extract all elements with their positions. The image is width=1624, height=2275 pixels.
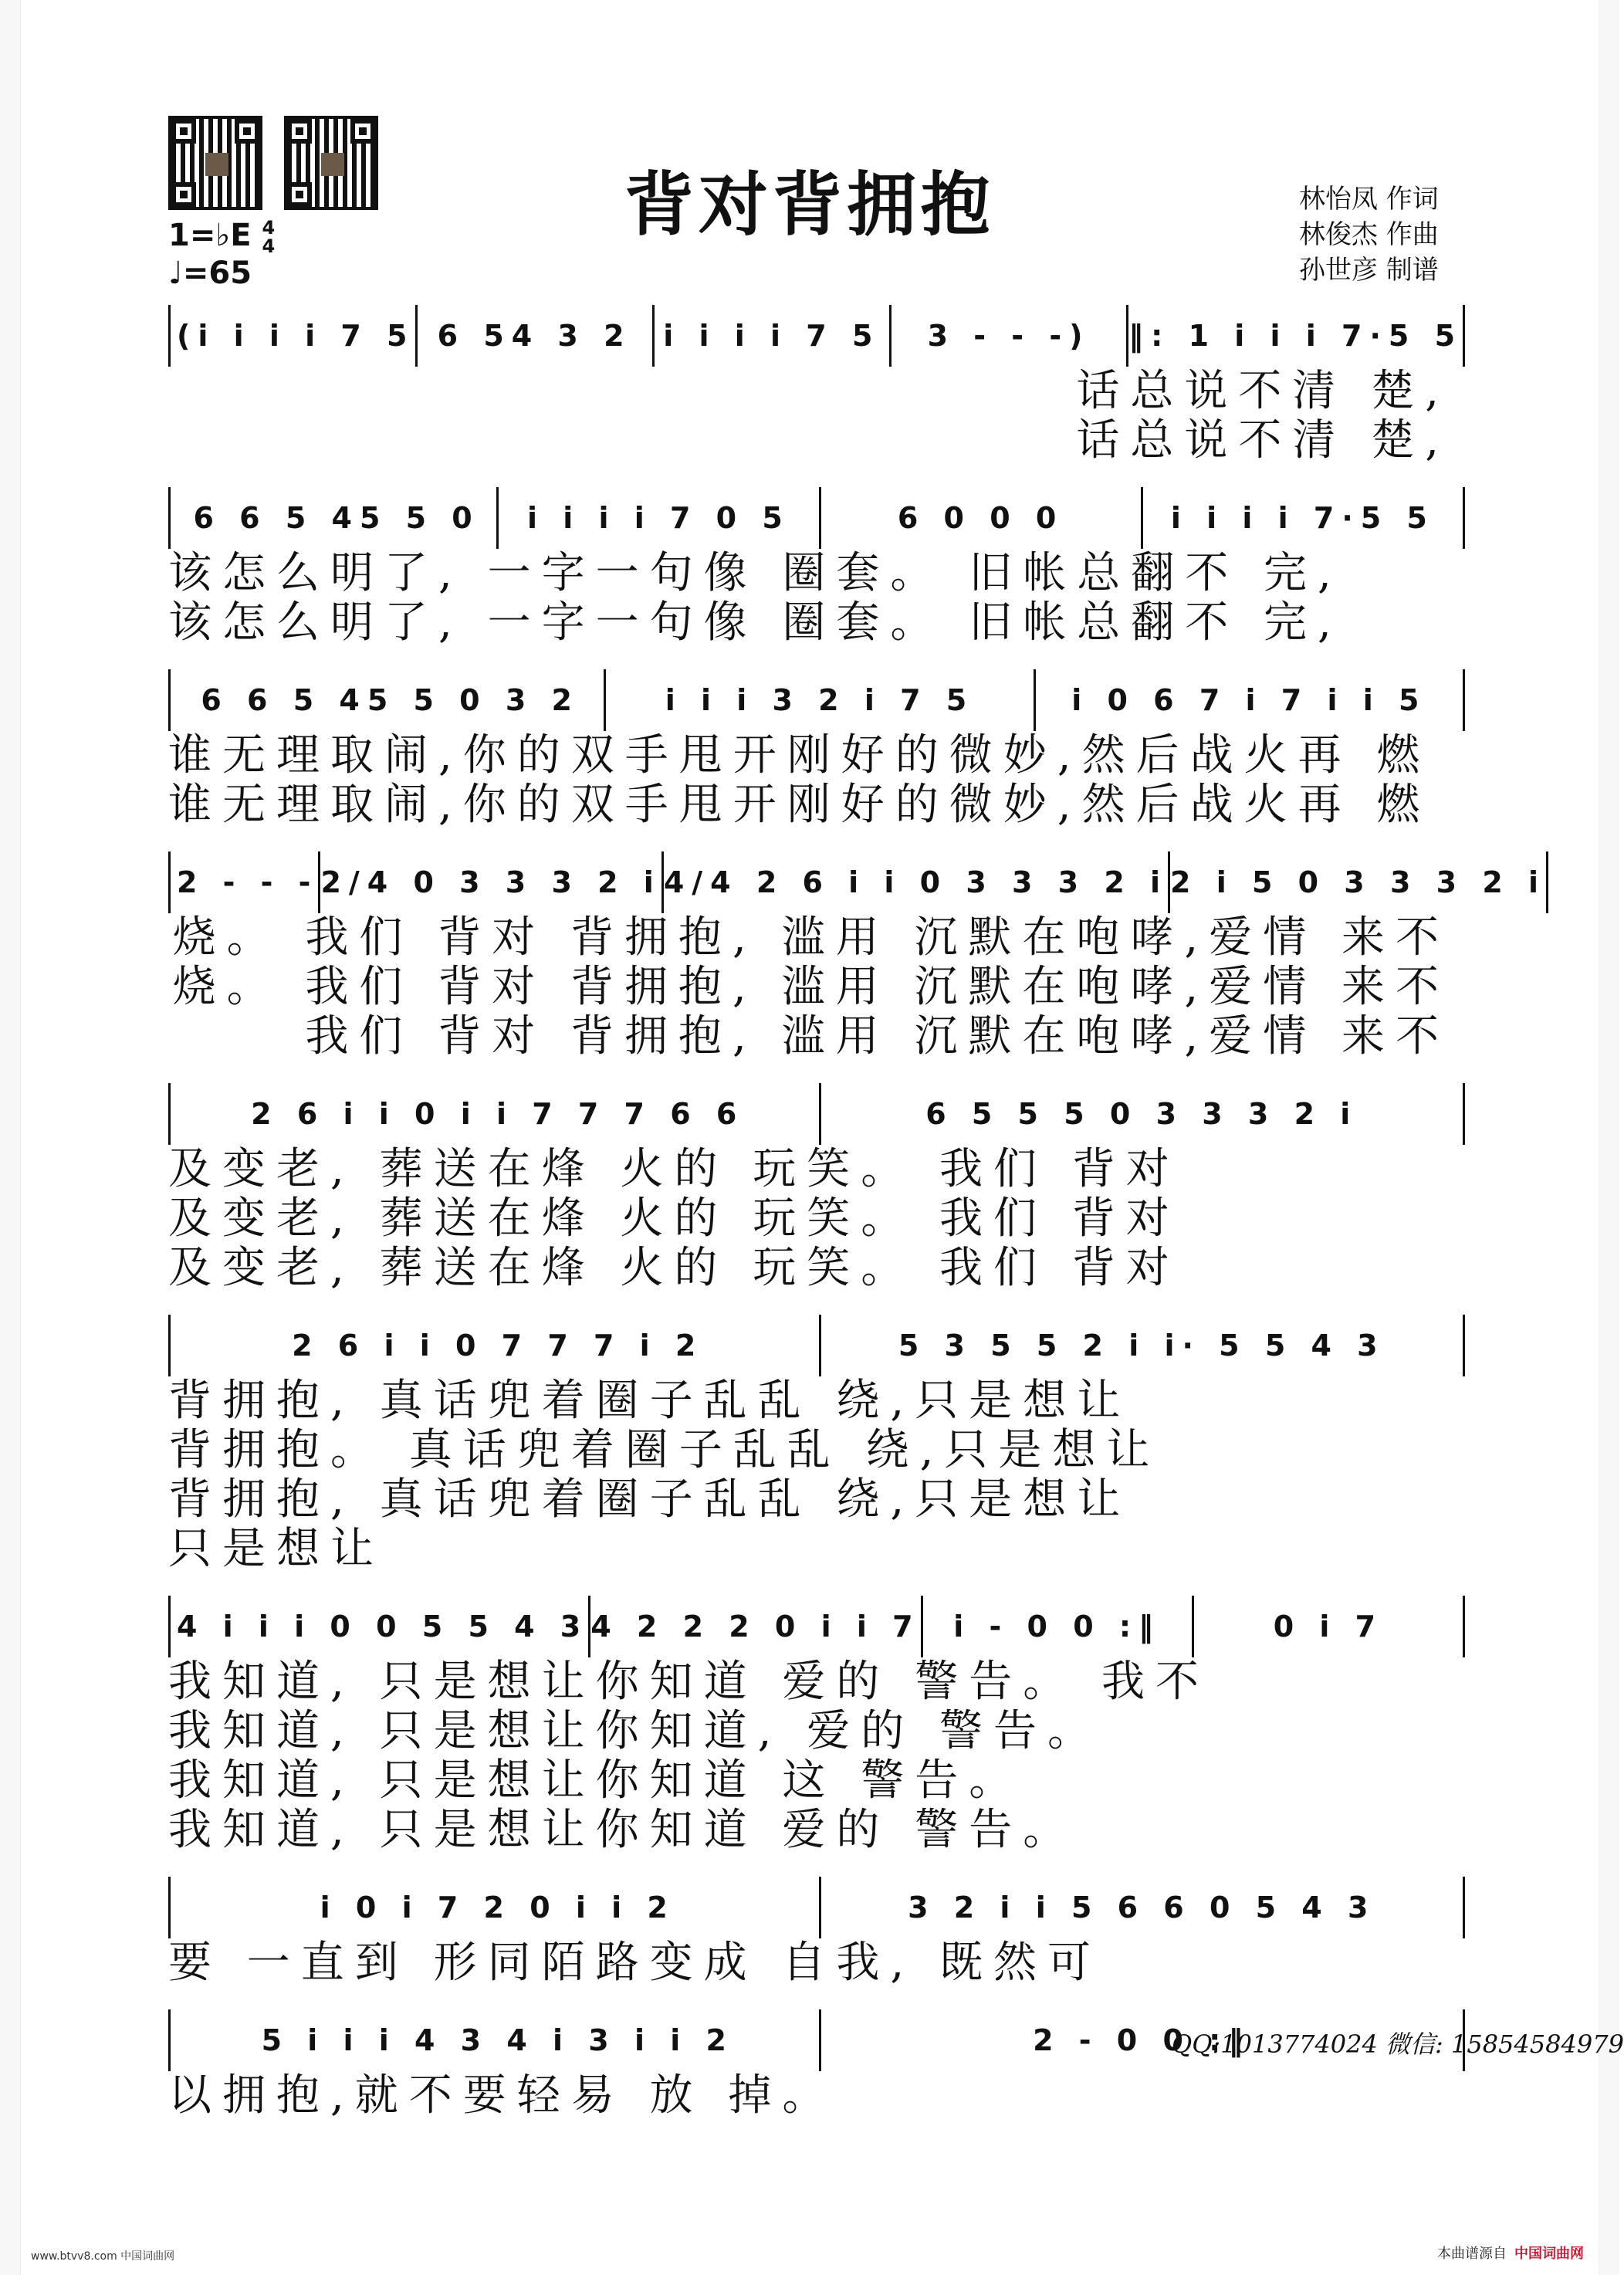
lyric-line: 话总说不清 楚, (1076, 415, 1450, 465)
notation-line (168, 1083, 1465, 1145)
lyric-line: 及变老, 葬送在烽 火的 玩笑。 我们 背对 (168, 1243, 1180, 1293)
measure: i i i i 7·5 5 (1143, 487, 1465, 549)
measure: 4 i i i 0 0 5 5 4 3 (177, 1596, 590, 1657)
measure: 6 6 5 45 5 0 (177, 487, 499, 549)
contact-info: QQ:1013774024 微信: 15854584979 (1172, 2030, 1624, 2059)
measure: 2 6 i i 0 7 7 7 i 2 (177, 1315, 821, 1376)
measure: 6 0 0 0 (821, 487, 1143, 549)
score-system (168, 2009, 1624, 2142)
lyric-line: 要 一直到 形同陌路变成 自我, 既然可 (168, 1938, 1102, 1988)
lyric-line: 烧。 我们 背对 背拥抱, 滥用 沉默在咆哮,爱情 来不 (172, 962, 1450, 1012)
score-system (168, 669, 1465, 851)
measure: 2/4 0 3 3 3 2 i (320, 851, 663, 913)
measure: 0 i 7 (1194, 1596, 1465, 1657)
measure: 6 54 3 2 (418, 305, 655, 367)
footer-site: www.btvv8.com 中国词曲网 (31, 2250, 175, 2263)
tempo-marking: ♩=65 (168, 256, 252, 291)
key-signature: 1=♭E (168, 218, 252, 253)
score-system (168, 851, 1547, 1083)
measure: i 0 6 7 i 7 i i 5 (1036, 669, 1465, 731)
score-system (168, 1596, 1465, 1877)
credits (1299, 181, 1439, 288)
measure: 2 i 5 0 3 3 3 2 i (1170, 851, 1548, 913)
measure: 2 - - - (177, 851, 320, 913)
score-system (168, 1877, 1465, 2009)
lyric-line: 谁无理取闹,你的双手甩开刚好的微妙,然后战火再 燃 (168, 780, 1431, 830)
lyricist-credit: 林怡凤 作词 (1299, 184, 1439, 215)
measure: i i i i 7 0 5 (499, 487, 820, 549)
notation-line (168, 669, 1465, 731)
measure: 2 6 i i 0 i i 7 7 7 6 6 (177, 1083, 821, 1145)
lyric-line: 以拥抱,就不要轻易 放 掉。 (168, 2070, 837, 2121)
measure: i i i i 7 5 (655, 305, 892, 367)
score-system (168, 487, 1465, 669)
lyric-line: 我知道, 只是想让你知道 这 警告。 (168, 1755, 1023, 1806)
notation-line (168, 305, 1465, 367)
key-and-tempo (168, 218, 275, 291)
measure: 6 6 5 45 5 0 3 2 (177, 669, 606, 731)
notation-line (168, 1877, 1465, 1938)
lyric-line: 我知道, 只是想让你知道, 爱的 警告。 (168, 1706, 1102, 1756)
score-system (168, 305, 1465, 487)
measure: i 0 i 7 2 0 i i 2 (177, 1877, 821, 1938)
notation-line (168, 851, 1547, 913)
lyric-line: 背拥抱。 真话兜着圈子乱乱 绕,只是想让 (168, 1425, 1161, 1475)
lyric-line: 我知道, 只是想让你知道 爱的 警告。 (168, 1805, 1078, 1855)
lyric-line: 背拥抱, 真话兜着圈子乱乱 绕,只是想让 (168, 1376, 1132, 1426)
song-title: 背对背拥抱 (624, 164, 995, 245)
composer-credit: 林俊杰 作曲 (1299, 219, 1439, 250)
lyric-line: 烧。 我们 背对 背拥抱, 滥用 沉默在咆哮,爱情 来不 (172, 912, 1450, 963)
lyric-line: 该怎么明了, 一字一句像 圈套。 旧帐总翻不 完, (168, 548, 1342, 598)
lyric-line: 我们 背对 背拥抱, 滥用 沉默在咆哮,爱情 来不 (305, 1011, 1450, 1061)
arranger-credit: 孙世彦 制谱 (1299, 255, 1439, 286)
lyric-line: 及变老, 葬送在烽 火的 玩笑。 我们 背对 (168, 1193, 1180, 1244)
measure: 6 5 5 5 0 3 3 3 2 i (821, 1083, 1466, 1145)
measure: 3 2 i i 5 6 6 0 5 4 3 (821, 1877, 1466, 1938)
lyric-line: 及变老, 葬送在烽 火的 玩笑。 我们 背对 (168, 1144, 1180, 1194)
score (168, 305, 1624, 2142)
notation-line (168, 1596, 1465, 1657)
footer-brand: 中国词曲网 (1514, 2246, 1584, 2262)
measure: 3 - - -) (892, 305, 1128, 367)
measure: 2 - 0 0 :‖ (821, 2009, 1466, 2071)
right-margin-strip (1599, 0, 1619, 2275)
footer-source: 本曲谱源自 中国词曲网 (1437, 2246, 1584, 2262)
lyric-line: 谁无理取闹,你的双手甩开刚好的微妙,然后战火再 燃 (168, 730, 1431, 780)
lyric-line: 该怎么明了, 一字一句像 圈套。 旧帐总翻不 完, (168, 598, 1342, 648)
score-system (168, 1083, 1465, 1315)
measure: 4 2 2 2 0 i i 7 (590, 1596, 922, 1657)
measure: 5 i i i 4 3 4 i 3 i i 2 (177, 2009, 821, 2071)
measure: i i i 3 2 i 7 5 (606, 669, 1035, 731)
lyric-line: 背拥抱, 真话兜着圈子乱乱 绕,只是想让 (168, 1474, 1132, 1525)
score-system (168, 1315, 1465, 1596)
time-signature: 4 4 (262, 217, 276, 257)
measure: i - 0 0 :‖ (923, 1596, 1194, 1657)
notation-line (168, 487, 1465, 549)
measure: 4/4 2 6 i i 0 3 3 3 2 i (664, 851, 1170, 913)
lyric-line: 我知道, 只是想让你知道 爱的 警告。 我不 (168, 1657, 1210, 1707)
measure: ‖: 1 i i i 7·5 5 (1128, 305, 1465, 367)
lyric-line: 只是想让 (168, 1524, 384, 1574)
measure: 5 3 5 5 2 i i· 5 5 4 3 (821, 1315, 1466, 1376)
measure: (i i i i 7 5 (177, 305, 418, 367)
lyric-line: 话总说不清 楚, (1076, 366, 1450, 416)
left-margin-strip (0, 0, 21, 2275)
notation-line (168, 1315, 1465, 1376)
